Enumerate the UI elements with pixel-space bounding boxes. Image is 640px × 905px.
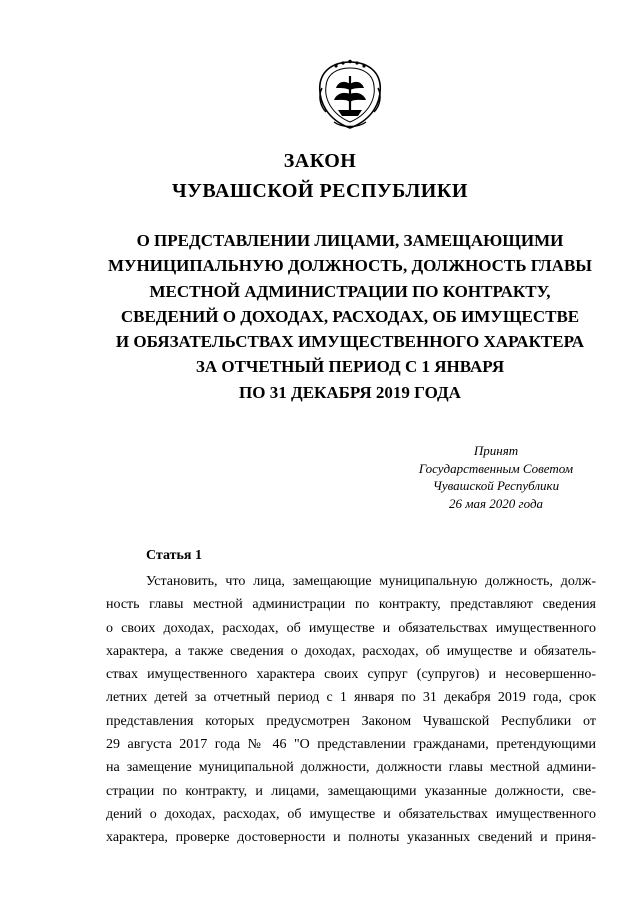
subtitle-line: О ПРЕДСТАВЛЕНИИ ЛИЦАМИ, ЗАМЕЩАЮЩИМИ	[136, 231, 564, 250]
subtitle-line: МЕСТНОЙ АДМИНИСТРАЦИИ ПО КОНТРАКТУ,	[149, 281, 551, 301]
body-line: летних детей за отчетный период с 1 января по 31 декабря 2019 года, срок	[106, 690, 596, 706]
body-line: характера, проверке достоверности и полноты указанных сведений и приня-	[106, 830, 596, 846]
document-title: ЗАКОН	[283, 150, 357, 172]
adoption-date: 26 мая 2020 года	[448, 495, 544, 511]
body-line: ствах имущественного характера своих супруг (супругов) и несовершенно-	[106, 667, 596, 683]
subtitle-line: МУНИЦИПАЛЬНУЮ ДОЛЖНОСТЬ, ДОЛЖНОСТЬ ГЛАВЫ	[107, 256, 592, 276]
body-line: ность главы местной администрации по контракту, представляют сведения	[106, 597, 596, 613]
body-line: характера, а также сведения о доходах, расходах, об имуществе и обязатель-	[106, 643, 596, 659]
article-body	[106, 570, 596, 850]
adoption-line: Принят	[473, 443, 519, 458]
adoption-note	[380, 442, 612, 512]
document-subtitle	[60, 228, 640, 405]
subtitle-line: ЗА ОТЧЕТНЫЙ ПЕРИОД С 1 ЯНВАРЯ	[195, 357, 505, 377]
body-line: дений о доходах, расходах, об имуществе и обязательствах имущественного	[106, 806, 596, 822]
document-title-region: ЧУВАШСКОЙ РЕСПУБЛИКИ	[172, 180, 468, 202]
body-line: представления которых предусмотрен Законом Чувашской Республики от	[106, 713, 596, 729]
body-line: страции по контракту, и лицами, замещающими указанные должности, све-	[106, 783, 596, 799]
body-line: 29 августа 2017 года № 46 "О представлении гражданами, претендующими	[106, 737, 596, 753]
article-heading: Статья 1	[146, 548, 202, 563]
body-line: о своих доходах, расходах, об имуществе и обязательствах имущественного	[106, 620, 596, 636]
adoption-line: Государственным Советом	[418, 460, 574, 476]
body-line: на замещение муниципальной должности, должности главы местной админи-	[106, 760, 596, 776]
subtitle-line: ПО 31 ДЕКАБРЯ 2019 ГОДА	[239, 382, 461, 402]
subtitle-line: И ОБЯЗАТЕЛЬСТВАХ ИМУЩЕСТВЕННОГО ХАРАКТЕРА	[115, 332, 585, 352]
body-line: Установить, что лица, замещающие муниципальную должность, долж-	[146, 574, 596, 589]
adoption-line: Чувашской Республики	[432, 478, 560, 493]
subtitle-line: СВЕДЕНИЙ О ДОХОДАХ, РАСХОДАХ, ОБ ИМУЩЕСТВЕ	[120, 306, 580, 326]
coat-of-arms-emblem	[316, 58, 384, 132]
